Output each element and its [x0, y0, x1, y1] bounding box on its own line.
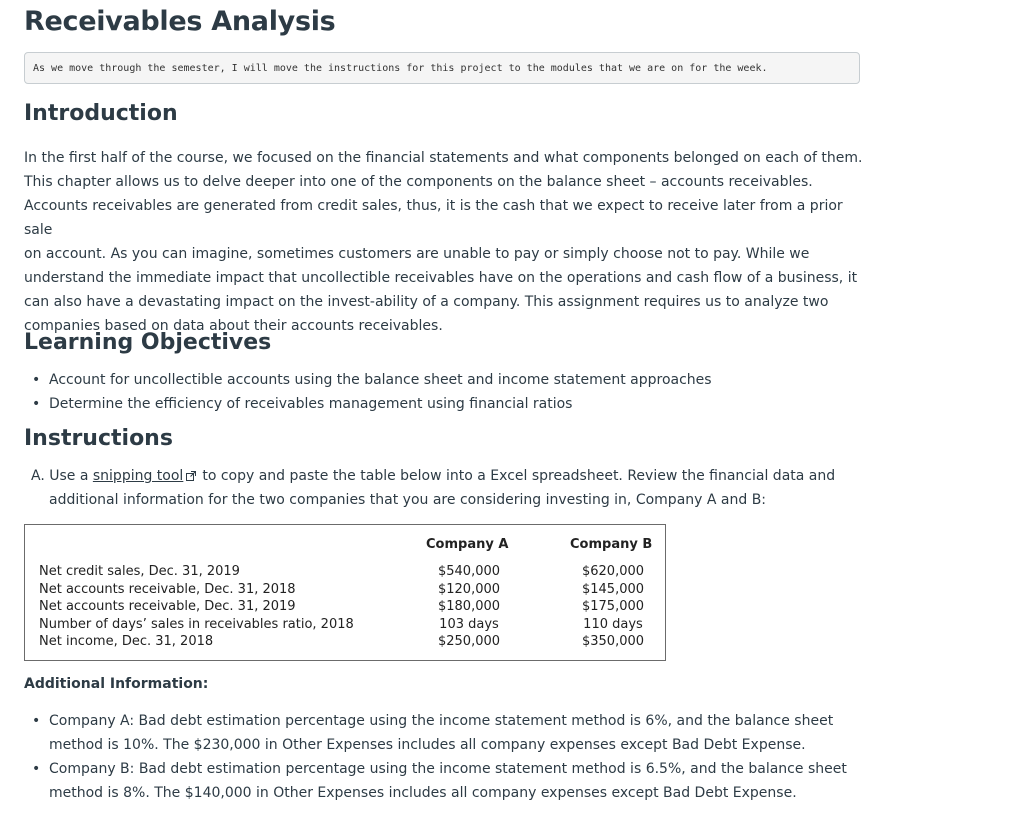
table-cell: $180,000 [437, 599, 501, 614]
instruction-step-a [31, 464, 851, 512]
column-header-company-b: Company B [570, 537, 653, 552]
company-b-values [574, 563, 652, 651]
intro-line: can also have a devastating impact on the invest-ability of a company. This assignment requires us to analyze two [24, 294, 829, 310]
table-cell: $250,000 [437, 634, 501, 649]
row-label: Number of days’ sales in receivables ratio, 2018 [39, 616, 354, 632]
row-labels [39, 563, 354, 651]
step-line-2: additional information for the two companies that you are considering investing in, Company A and B: [49, 492, 767, 508]
page-title: Receivables Analysis [24, 6, 336, 37]
table-cell: $350,000 [581, 634, 645, 649]
additional-information-list [24, 709, 849, 805]
table-cell: 103 days [439, 616, 499, 632]
intro-line: on account. As you can imagine, sometimes customers are unable to pay or simply choose not to pay. While we [24, 246, 810, 262]
introduction-paragraph [24, 146, 869, 338]
intro-line: Accounts receivables are generated from credit sales, thus, it is the cash that we expect to receive later from a prior sale [24, 198, 843, 238]
intro-line: understand the immediate impact that uncollectible receivables have on the operations and cash flow of a business, it [24, 270, 858, 286]
snipping-tool-link[interactable]: snipping tool [92, 468, 184, 484]
note-box [24, 52, 860, 84]
row-label: Net credit sales, Dec. 31, 2019 [39, 564, 240, 579]
list-item: • Account for uncollectible accounts using the balance sheet and income statement approaches [49, 368, 712, 392]
table-cell: $120,000 [437, 581, 501, 597]
note-text: As we move through the semester, I will move the instructions for this project to the modules that we are on for the week. [33, 62, 768, 74]
table-cell: $145,000 [581, 581, 645, 597]
row-label: Net income, Dec. 31, 2018 [39, 634, 214, 649]
intro-line: companies based on data about their accounts receivables. [24, 318, 443, 334]
additional-information-heading: Additional Information: [24, 676, 209, 692]
external-link-icon [186, 471, 196, 481]
table-cell: $620,000 [581, 564, 645, 579]
table-cell: $540,000 [437, 564, 501, 579]
table-cell: $175,000 [581, 599, 645, 614]
intro-line: This chapter allows us to delve deeper into one of the components on the balance sheet – accounts receivables. [24, 174, 813, 190]
list-item: • Company A: Bad debt estimation percentage using the income statement method is 6%, and the balance sheet method is 10%. The $230,000 in Other Expenses includes all company expenses except Bad Debt Expense. [49, 709, 849, 757]
column-header-company-a: Company A [426, 537, 509, 552]
step-line [31, 464, 851, 488]
learning-objectives-heading: Learning Objectives [24, 330, 272, 355]
intro-line: In the first half of the course, we focused on the financial statements and what components belonged on each of them. [24, 150, 863, 166]
list-item: • Company B: Bad debt estimation percentage using the income statement method is 6.5%, and the balance sheet method is 8%. The $140,000 in Other Expenses includes all company expenses except Bad Debt Expense. [49, 757, 849, 805]
financial-data-table [24, 524, 666, 661]
instructions-heading: Instructions [24, 426, 173, 451]
row-label: Net accounts receivable, Dec. 31, 2019 [39, 599, 296, 614]
step-prefix: A. Use a [31, 468, 93, 484]
introduction-heading: Introduction [24, 101, 178, 126]
row-label: Net accounts receivable, Dec. 31, 2018 [39, 581, 296, 597]
list-item: • Determine the efficiency of receivables management using financial ratios [49, 392, 712, 416]
table-cell: 110 days [583, 616, 643, 632]
company-a-values [430, 563, 508, 651]
objectives-list [24, 368, 712, 416]
step-text: to copy and paste the table below into a Excel spreadsheet. Review the financial data and [202, 468, 836, 484]
